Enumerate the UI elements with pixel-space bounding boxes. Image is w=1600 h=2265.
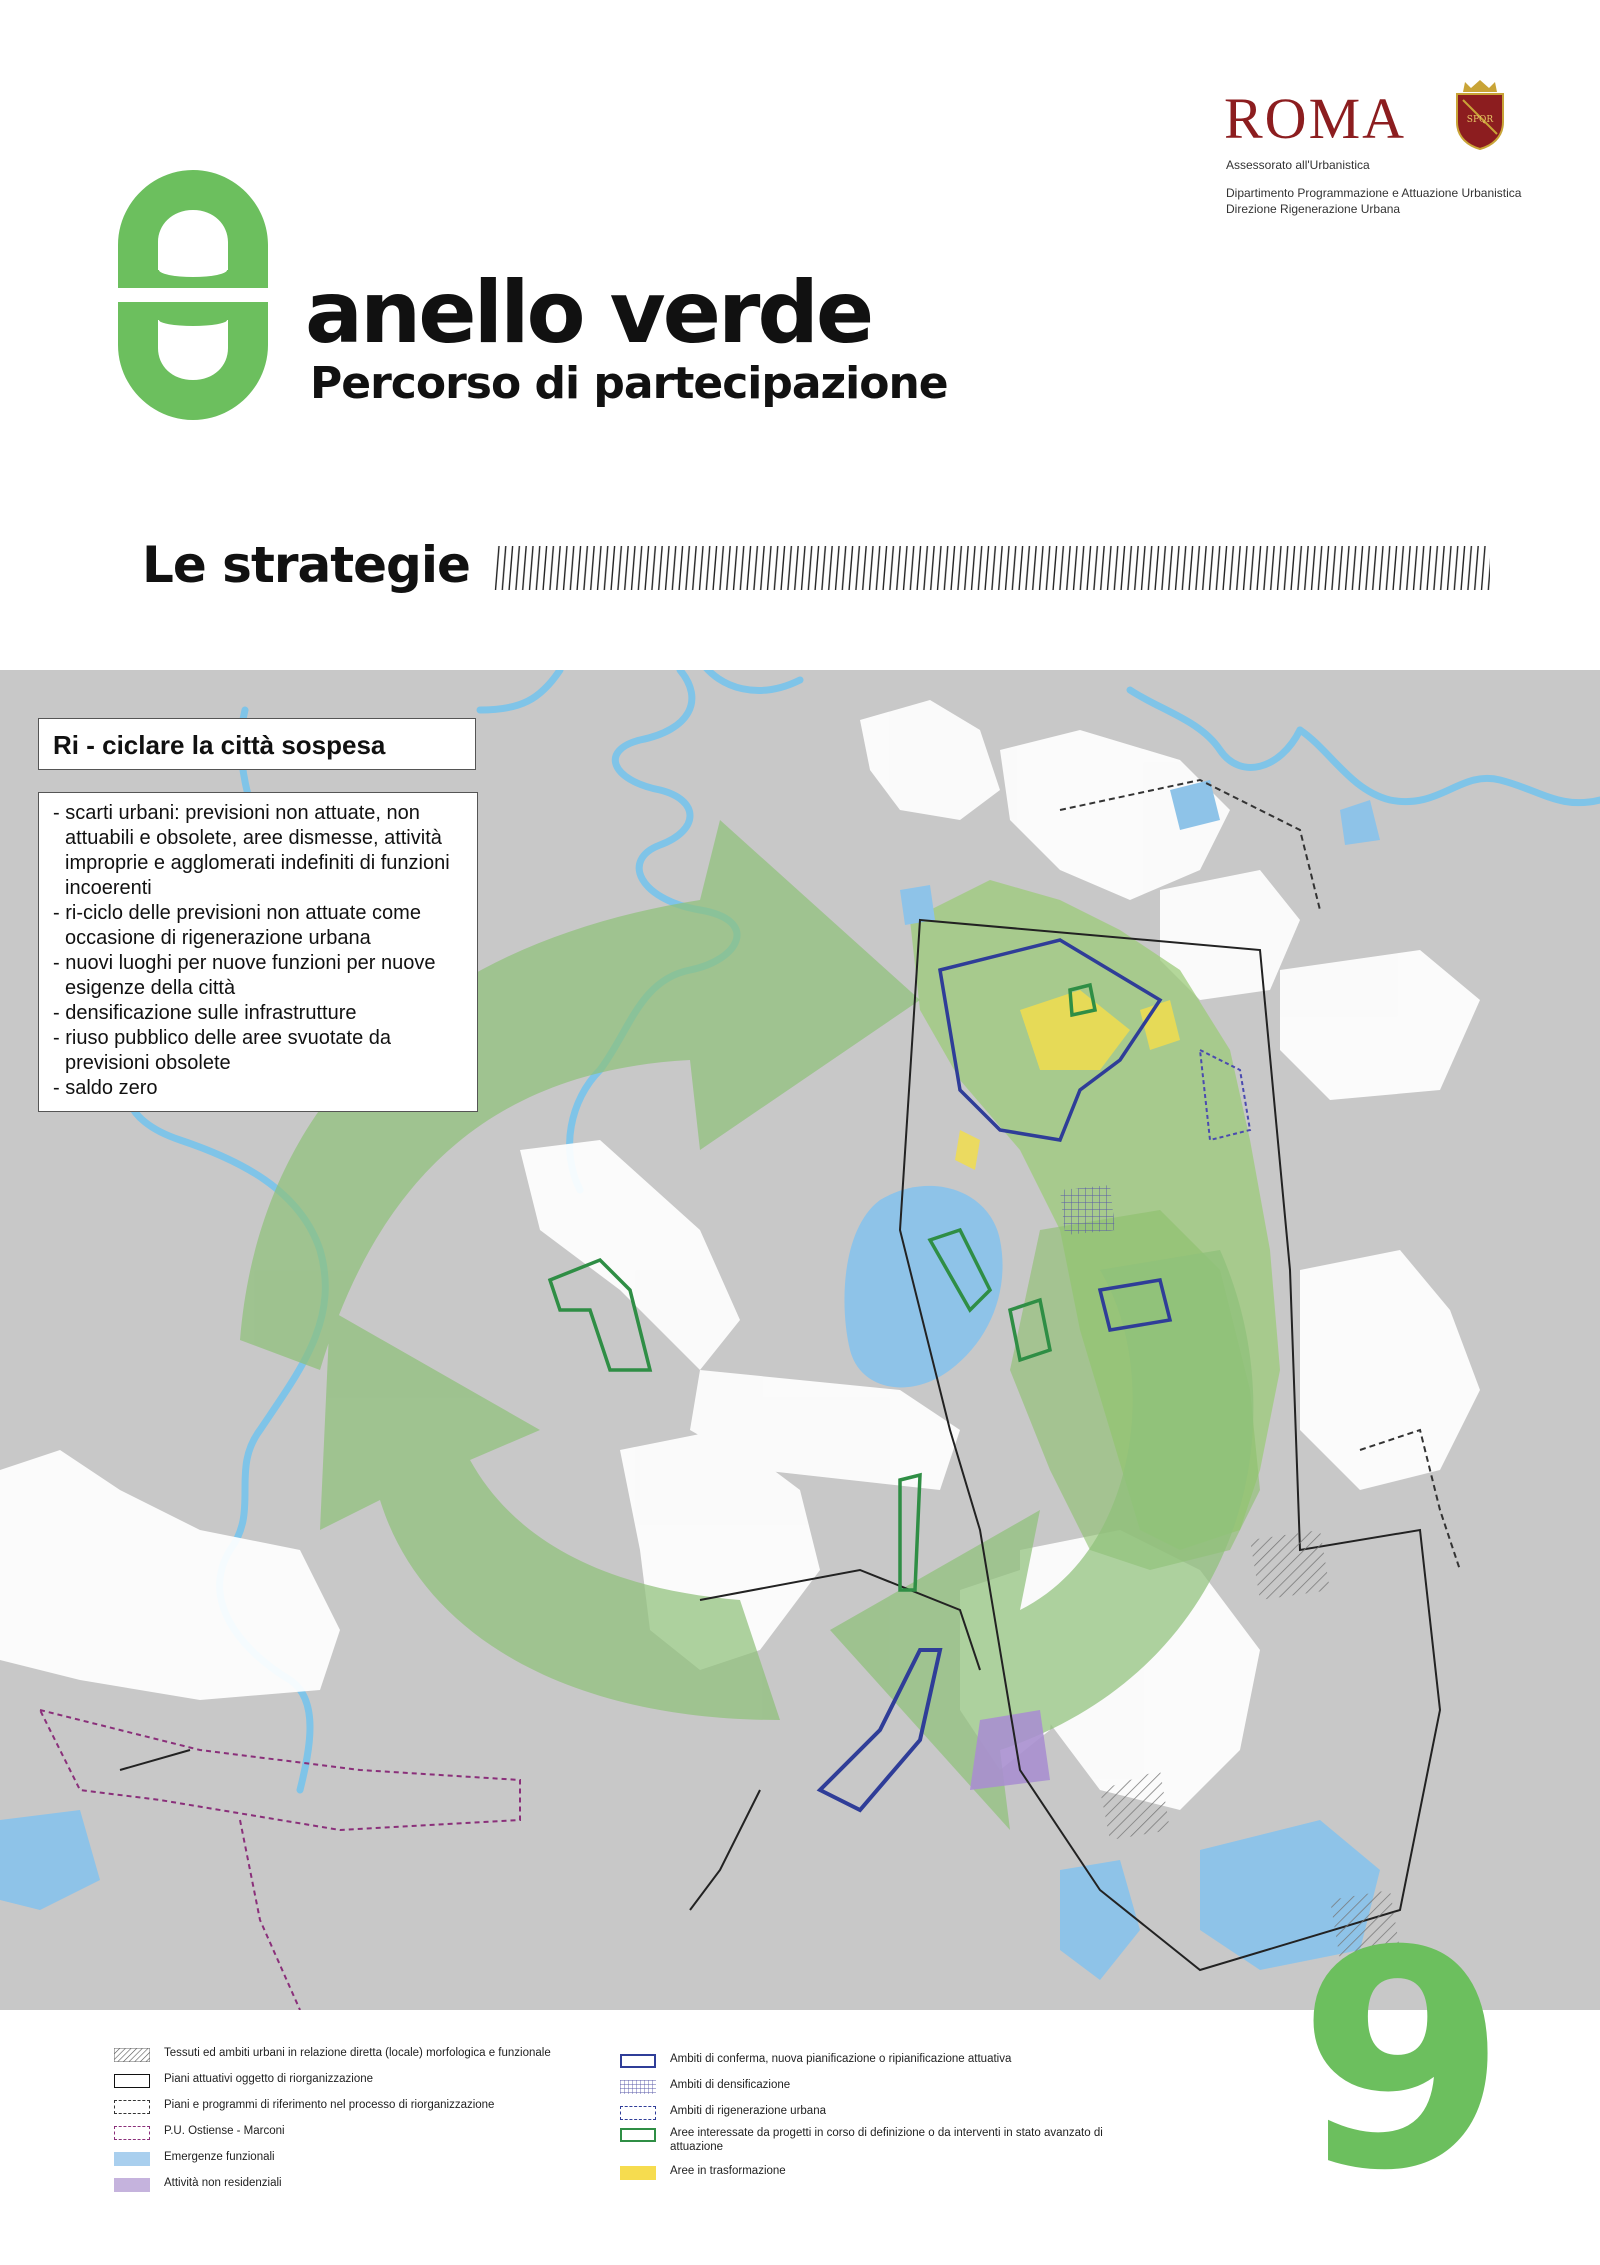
svg-text:SPQR: SPQR [1466, 115, 1494, 125]
strategy-list [47, 801, 467, 1101]
strategy-item: - nuovi luoghi per nuove funzioni per nuove esigenze della città [53, 952, 436, 999]
roma-department-line: Direzione Rigenerazione Urbana [1226, 202, 1401, 216]
strategy-item: - scarti urbani: previsioni non attuate, non attuabili e obsolete, aree dismesse, attività improprie e agglomerati indefiniti di funzioni incoerenti [53, 802, 450, 899]
legend-label: Ambiti di rigenerazione urbana [670, 2105, 826, 2117]
legend-label: Ambiti di densificazione [670, 2079, 791, 2091]
legend-label: Attività non residenziali [164, 2177, 282, 2189]
strategy-description-box [38, 792, 478, 1112]
legend-swatch-grid-blue [620, 2080, 656, 2094]
strategy-title: Ri - ciclare la città sospesa [38, 718, 476, 770]
legend-label: Ambiti di conferma, nuova pianificazione o ripianificazione attuativa [670, 2053, 1012, 2065]
roma-shield-icon [1453, 78, 1507, 150]
roma-department-line: Dipartimento Programmazione e Attuazione Urbanistica [1226, 186, 1522, 200]
section-divider-hatch [494, 546, 1490, 590]
anello-verde-logo-icon [118, 170, 268, 420]
legend-label: P.U. Ostiense - Marconi [164, 2125, 285, 2137]
legend-swatch-outline-green [620, 2128, 656, 2142]
section-title: Le strategie [142, 536, 470, 594]
legend-swatch-dashed-blue [620, 2106, 656, 2120]
brand-title: anello verde [305, 263, 872, 363]
brand-subtitle: Percorso di partecipazione [310, 358, 948, 409]
legend-swatch-lilac [114, 2178, 150, 2192]
page-number: 9 [1298, 1887, 1507, 2236]
strategy-item: - ri-ciclo delle previsioni non attuate come occasione di rigenerazione urbana [53, 902, 421, 949]
legend-label: Aree interessate da progetti in corso di definizione o da interventi in stato avanzato di attuazione [670, 2127, 1103, 2153]
legend-label: Tessuti ed ambiti urbani in relazione diretta (locale) morfologica e funzionale [164, 2047, 551, 2059]
legend-swatch-outline-black [114, 2074, 150, 2088]
legend-swatch-dashed-black [114, 2100, 150, 2114]
strategy-item: - riuso pubblico delle aree svuotate da previsioni obsolete [53, 1027, 391, 1074]
strategy-item: - saldo zero [53, 1077, 158, 1099]
legend-swatch-dashed-purple [114, 2126, 150, 2140]
legend-swatch-lightblue [114, 2152, 150, 2166]
legend-swatch-hatch [114, 2048, 150, 2062]
legend-label: Piani attuativi oggetto di riorganizzazione [164, 2073, 374, 2085]
legend-swatch-yellow [620, 2166, 656, 2180]
legend-label: Aree in trasformazione [670, 2165, 786, 2177]
roma-department-line: Assessorato all'Urbanistica [1226, 158, 1370, 172]
legend-label: Piani e programmi di riferimento nel processo di riorganizzazione [164, 2099, 495, 2111]
legend-label: Emergenze funzionali [164, 2151, 275, 2163]
legend-swatch-outline-blue [620, 2054, 656, 2068]
non-residential-area [970, 1710, 1050, 1790]
strategy-item: - densificazione sulle infrastrutture [53, 1002, 357, 1024]
roma-wordmark: ROMA [1224, 86, 1407, 151]
